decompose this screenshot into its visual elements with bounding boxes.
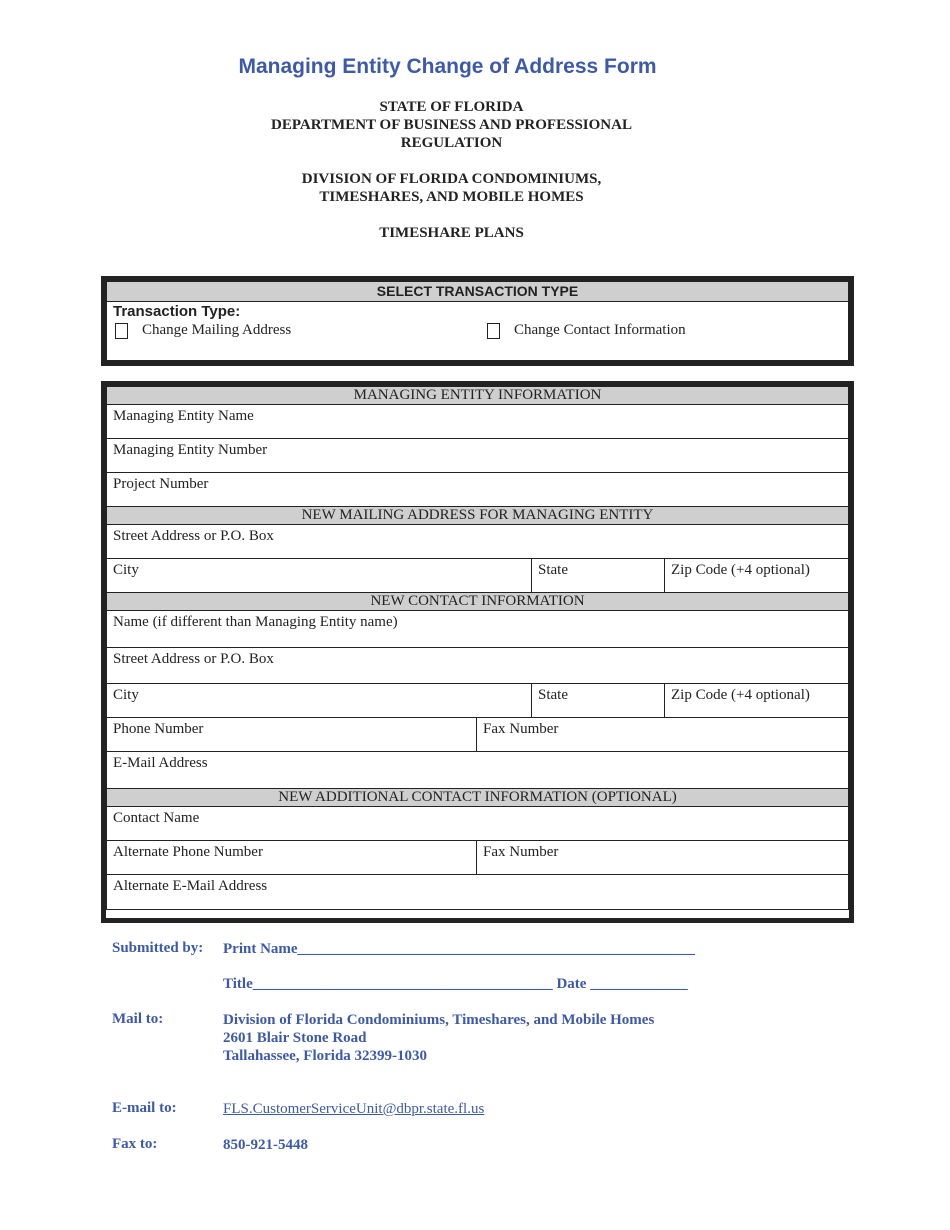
section-heading: NEW ADDITIONAL CONTACT INFORMATION (OPTIONAL) bbox=[107, 788, 848, 807]
mail-address bbox=[223, 1011, 654, 1065]
main-form bbox=[101, 381, 854, 923]
transaction-type-section bbox=[101, 276, 854, 366]
contact-name-field[interactable]: Name (if different than Managing Entity name) bbox=[113, 614, 398, 630]
fax-number: 850-921-5448 bbox=[223, 1137, 308, 1153]
address-line: Tallahassee, Florida 32399-1030 bbox=[223, 1048, 428, 1064]
additional-phone-field[interactable]: Alternate Phone Number bbox=[113, 844, 263, 860]
additional-email-field[interactable]: Alternate E-Mail Address bbox=[113, 878, 268, 894]
change-contact-checkbox-row[interactable] bbox=[487, 322, 686, 339]
transaction-label: Transaction Type: bbox=[113, 303, 241, 320]
change-contact-checkbox[interactable] bbox=[487, 323, 500, 339]
section-heading: NEW CONTACT INFORMATION bbox=[107, 592, 848, 611]
contact-phone-field[interactable]: Phone Number bbox=[113, 721, 204, 737]
contact-street-field[interactable]: Street Address or P.O. Box bbox=[113, 651, 274, 667]
mailing-zip-field[interactable]: Zip Code (+4 optional) bbox=[664, 559, 848, 592]
checkbox-label: Change Contact Information bbox=[514, 322, 686, 338]
mailing-state-field[interactable]: State bbox=[531, 559, 664, 592]
address-line: Division of Florida Condominiums, Timeshares, and Mobile Homes bbox=[223, 1012, 655, 1028]
header-line: DIVISION OF FLORIDA CONDOMINIUMS, bbox=[301, 171, 602, 187]
contact-fax-field[interactable]: Fax Number bbox=[476, 718, 848, 751]
header-line: TIMESHARES, AND MOBILE HOMES bbox=[319, 189, 584, 205]
entity-number-field[interactable]: Managing Entity Number bbox=[113, 442, 268, 458]
section-heading: MANAGING ENTITY INFORMATION bbox=[107, 387, 848, 405]
mailing-city-field[interactable]: City bbox=[113, 562, 139, 578]
fax-to-label: Fax to: bbox=[112, 1136, 158, 1152]
division-header bbox=[0, 170, 903, 206]
submitted-by-label: Submitted by: bbox=[112, 940, 204, 956]
email-to-label: E-mail to: bbox=[112, 1100, 177, 1116]
agency-header bbox=[0, 98, 903, 152]
project-number-field[interactable]: Project Number bbox=[113, 476, 209, 492]
form-title: Managing Entity Change of Address Form bbox=[238, 55, 657, 78]
additional-fax-field[interactable]: Fax Number bbox=[476, 841, 848, 874]
mailing-street-field[interactable]: Street Address or P.O. Box bbox=[113, 528, 274, 544]
email-link[interactable]: FLS.CustomerServiceUnit@dbpr.state.fl.us bbox=[223, 1101, 485, 1117]
print-name-line[interactable]: Print Name_____________________________________________________ bbox=[223, 941, 696, 957]
header-line: DEPARTMENT OF BUSINESS AND PROFESSIONAL bbox=[271, 117, 632, 133]
transaction-heading: SELECT TRANSACTION TYPE bbox=[107, 282, 848, 302]
mail-to-label: Mail to: bbox=[112, 1011, 164, 1027]
additional-name-field[interactable]: Contact Name bbox=[113, 810, 200, 826]
header-line: STATE OF FLORIDA bbox=[379, 99, 524, 115]
entity-name-field[interactable]: Managing Entity Name bbox=[113, 408, 254, 424]
title-date-line[interactable]: Title________________________________________ Date _____________ bbox=[223, 976, 688, 992]
contact-city-field[interactable]: City bbox=[113, 687, 139, 703]
contact-email-field[interactable]: E-Mail Address bbox=[113, 755, 208, 771]
header-line: REGULATION bbox=[400, 135, 503, 151]
section-heading: NEW MAILING ADDRESS FOR MANAGING ENTITY bbox=[107, 506, 848, 525]
change-mailing-checkbox-row[interactable] bbox=[115, 322, 291, 339]
address-line: 2601 Blair Stone Road bbox=[223, 1030, 367, 1046]
checkbox-label: Change Mailing Address bbox=[142, 322, 292, 338]
contact-zip-field[interactable]: Zip Code (+4 optional) bbox=[664, 684, 848, 717]
contact-state-field[interactable]: State bbox=[531, 684, 664, 717]
plan-header: TIMESHARE PLANS bbox=[379, 225, 524, 241]
change-mailing-checkbox[interactable] bbox=[115, 323, 128, 339]
